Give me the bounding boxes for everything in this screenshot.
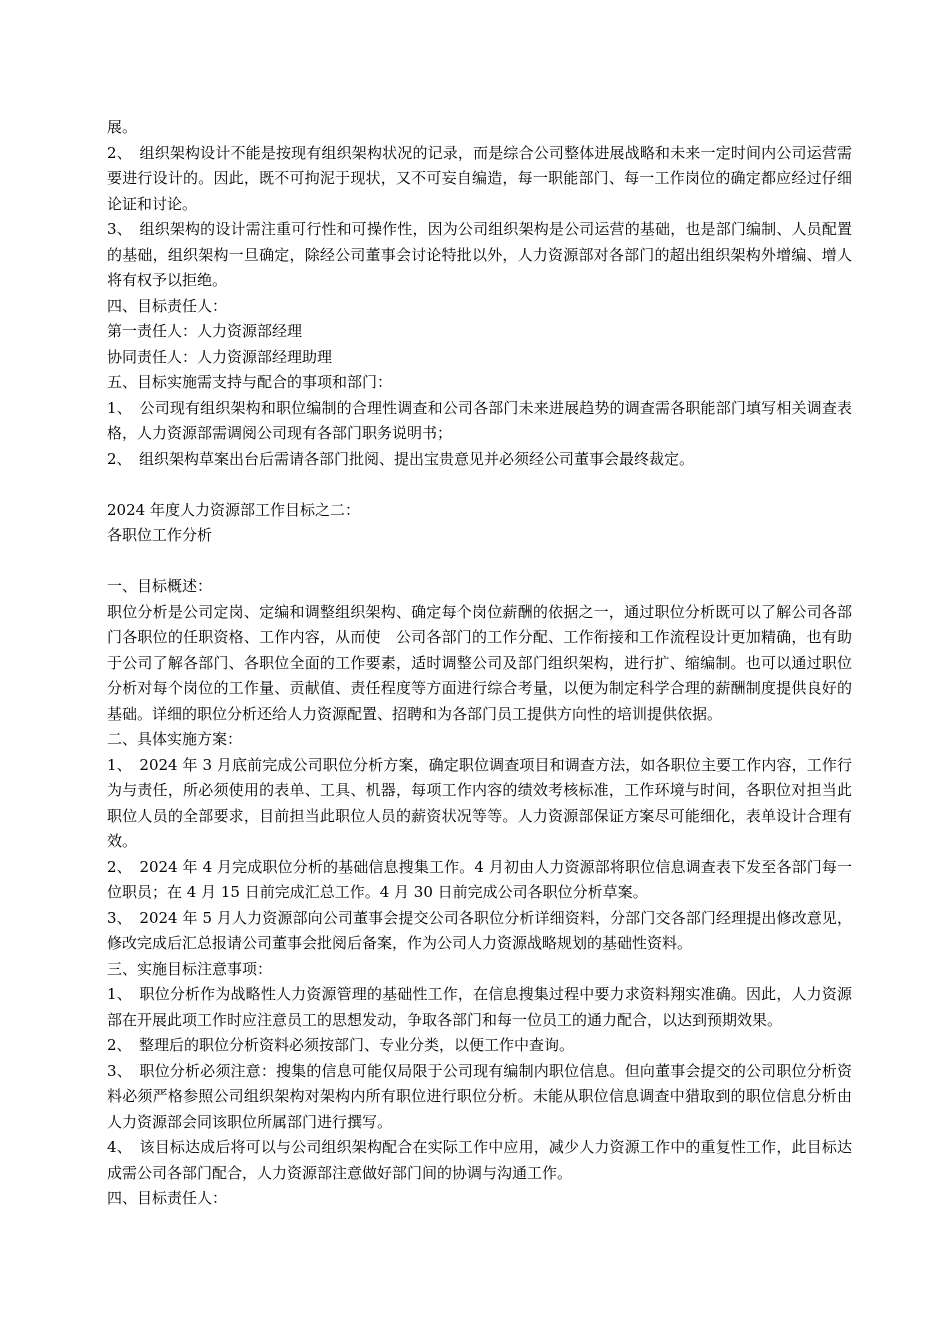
section-heading-plan: 二、具体实施方案： — [107, 730, 243, 748]
section-heading-overview: 一、目标概述： — [107, 577, 213, 595]
paragraph-plan-3: 3、 2024 年 5 月人力资源部向公司董事会提交公司各职位分析详细资料，分部门交各部门经理提出修改意见，修改完成后汇总报请公司董事会批阅后备案，作为公司人力资源战略规划的基础性资料。 — [107, 908, 852, 952]
goal-subtitle: 各职位工作分析 — [107, 526, 213, 544]
document-page — [107, 115, 852, 1212]
paragraph-note-2: 2、 整理后的职位分析资料必须按部门、专业分类，以便工作中查询。 — [107, 1036, 575, 1054]
section-heading-responsible-2: 四、目标责任人： — [107, 1189, 228, 1207]
section-heading-notes: 三、实施目标注意事项： — [107, 959, 273, 978]
paragraph-principle-3: 3、 组织架构的设计需注重可行性和可操作性，因为公司组织架构是公司运营的基础，也是部门编制、人员配置的基础，组织架构一旦确定，除经公司董事会讨论特批以外，人力资源部对各部门的超出组织架构外增编、增人将有权予以拒绝。 — [107, 220, 852, 289]
paragraph-support-2: 2、 组织架构草案出台后需请各部门批阅、提出宝贵意见并必须经公司董事会最终裁定。 — [107, 449, 695, 468]
blank-line — [107, 472, 852, 498]
section-heading-support: 五、目标实施需支持与配合的事项和部门： — [107, 373, 393, 391]
paragraph-note-3: 3、 职位分析必须注意：搜集的信息可能仅局限于公司现有编制内职位信息。但向董事会提交的公司职位分析资料必须严格参照公司组织架构对架构内所有职位进行职位分析。未能从职位信息调查中猎取到的职位信息分析由人力资源部会同该职位所属部门进行撰写。 — [107, 1061, 852, 1131]
paragraph-note-4: 4、 该目标达成后将可以与公司组织架构配合在实际工作中应用，减少人力资源工作中的重复性工作，此目标达成需公司各部门配合，人力资源部注意做好部门间的协调与沟通工作。 — [107, 1138, 852, 1182]
paragraph-co-responsible: 协同责任人：人力资源部经理助理 — [107, 347, 333, 366]
paragraph-overview: 职位分析是公司定岗、定编和调整组织架构、确定每个岗位薪酬的依据之一，通过职位分析既可以了解公司各部门各职位的任职资格、工作内容，从而使 公司各部门的工作分配、工作衔接和工作流程设计更加精确，也有助于公司了解各部门、各职位全面的工作要素，适时调整公司及部门组织架构，进行扩、缩编制。也可以通过职位分析对每个岗位的工作量、贡献值、责任程度等方面进行综合考量，以便为制定科学合理的薪酬制度提供良好的基础。详细的职位分析还给人力资源配置、招聘和为各部门员工提供方向性的培训提供依据。 — [107, 602, 852, 723]
paragraph-continuation: 展。 — [107, 118, 138, 136]
section-heading-responsible: 四、目标责任人： — [107, 296, 228, 315]
paragraph-plan-2: 2、 2024 年 4 月完成职位分析的基础信息搜集工作。4 月初由人力资源部将职位信息调查表下发至各部门每一位职员；在 4 月 15 日前完成汇总工作。4 月 30 日前完成公司各职位分析草案。 — [107, 857, 852, 901]
blank-line — [107, 549, 852, 575]
paragraph-note-1: 1、 职位分析作为战略性人力资源管理的基础性工作，在信息搜集过程中要力求资料翔实准确。因此，人力资源部在开展此项工作时应注意员工的思想发动，争取各部门和每一位员工的通力配合，以达到预期效果。 — [107, 985, 852, 1029]
paragraph-plan-1: 1、 2024 年 3 月底前完成公司职位分析方案，确定职位调查项目和调查方法，如各职位主要工作内容，工作行为与责任，所必须使用的表单、工具、机器，每项工作内容的绩效考核标准，工作环境与时间，各职位对担当此职位人员的全部要求，目前担当此职位人员的薪资状况等等。人力资源部保证方案尽可能细化，表单设计合理有效。 — [107, 755, 852, 850]
paragraph-support-1: 1、 公司现有组织架构和职位编制的合理性调查和公司各部门未来进展趋势的调查需各职能部门填写相关调查表格，人力资源部需调阅公司现有各部门职务说明书； — [107, 398, 852, 442]
paragraph-principle-2: 2、 组织架构设计不能是按现有组织架构状况的记录，而是综合公司整体进展战略和未来一定时间内公司运营需要进行设计的。因此，既不可拘泥于现状，又不可妄自编造，每一职能部门、每一工作岗位的确定都应经过仔细论证和讨论。 — [107, 143, 852, 213]
goal-title: 2024 年度人力资源部工作目标之二： — [107, 500, 360, 519]
paragraph-first-responsible: 第一责任人：人力资源部经理 — [107, 322, 303, 340]
